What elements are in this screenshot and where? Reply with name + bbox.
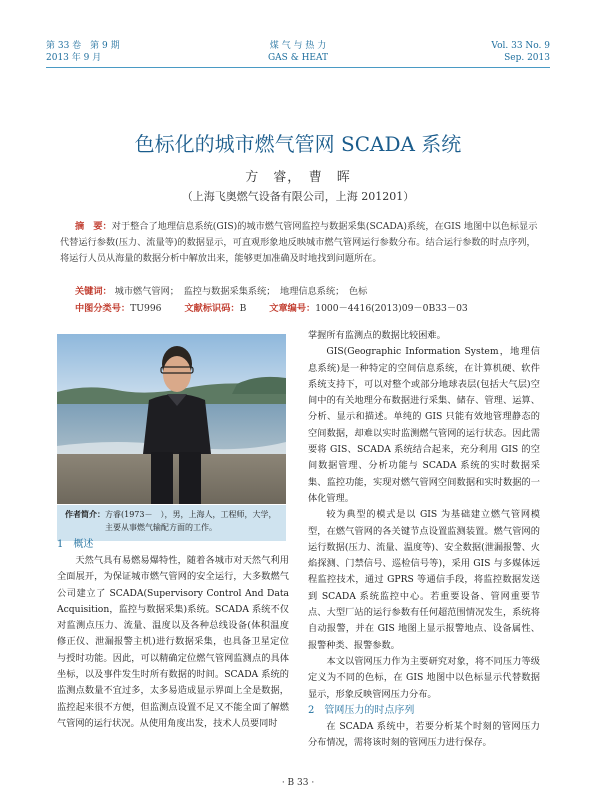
article-title: 色标化的城市燃气管网 SCADA 系统 [134, 132, 462, 156]
pressure-paragraph: 本文以管网压力作为主要研究对象，将不同压力等级定义为不同的色标，在 GIS 地图中以色标显示代替数据显示，形象反映管网压力分布。 [308, 655, 540, 700]
author-photo [57, 334, 286, 504]
author-bio-line1: 方睿(1973－ ），男，上海人，工程师，大学， [105, 510, 277, 519]
abstract [60, 219, 538, 267]
time-series-paragraph: 在 SCADA 系统中，若要分析某个时刻的管网压力分布情况，需将该时刻的管网压力进行保存。 [308, 720, 540, 749]
article-authors: 方 睿， 曹 晖 [245, 170, 351, 185]
author-bio-line2: 主要从事燃气输配方面的工作。 [105, 523, 217, 532]
article-number-value: 1000－4416(2013)09－0B33－03 [315, 303, 468, 314]
classification-line [75, 300, 468, 314]
abstract-text: 对于整合了地理信息系统(GIS)的城市燃气管网监控与数据采集(SCADA)系统，在GIS 地图中以色标显示代替运行参数(压力、流量等)的数据显示，可直观形象地反映城市燃气管网运行参数分布。结合运行参数的时点序列，将运行人员从海量的数据分析中解放出来，能够更加准确及时地找到问题所在。 [60, 221, 538, 264]
right-column [308, 328, 540, 751]
author-bio [57, 505, 286, 541]
header-divider [46, 67, 550, 68]
keywords-text: 城市燃气管网； 监控与数据采集系统； 地理信息系统； 色标 [114, 286, 368, 297]
section-heading-time-series: 2 管网压力的时点序列 [308, 704, 415, 716]
author-affiliation: （上海飞奥燃气设备有限公司，上海 201201） [181, 190, 415, 203]
author-bio-label: 作者简介： [65, 509, 105, 519]
doc-code-label: 文献标识码： [184, 303, 240, 314]
journal-volume-issue: 第 33 卷 第 9 期 2013 年 9 月 [46, 41, 120, 63]
doc-code-value: B [239, 303, 247, 314]
overview-paragraph: 天然气具有易燃易爆特性，随着各城市对天然气利用全面展开，为保证城市燃气管网的安全运行，大多数燃气公司建立了 SCADA(Supervisory Control And Data Acquisition，监控与数据采集)系统。SCADA 系统不仅对监测点压力、流量、温度以及各种总线设备(体积温度修正仪、泄漏报警主机)进行数据采集，也具备卫星定位与授时功能。因此，可以精确定位燃气管网监测点的具体坐标，以及事件发生时所有数据的时间。SCADA 系统的监测点数量不宜过多，太多易造成显示界面上全是数据，监控起来很不方便，但监测点设置不足又不能全面了解燃气管网的运行状况。从使用角度出发，技术人员要同时 [57, 555, 289, 729]
clc-label: 中图分类号： [75, 303, 131, 314]
continued-paragraph: 掌握所有监测点的数据比较困难。 [308, 330, 446, 341]
page-number: · B 33 · [281, 778, 315, 788]
left-column [57, 537, 289, 732]
gis-paragraph: GIS(Geographic Information System，地理信息系统)是一种特定的空间信息系统，在计算机硬、软件系统支持下，可以对整个或部分地球表层(包括大气层)空间中的有关地理分布数据进行采集、储存、管理、运算、分析、显示和描述。单纯的 GIS 只能有效地管理静态的空间数据，却难以实时监测燃气管网的运行状态。因此需要将 GIS、SCADA 系统结合起来，充分利用 GIS 的空间数据管理、分析功能与 SCADA 系统的实时数据采集、监控功能，实现对燃气管网空间数据和实时数据的一体化管理。 [308, 346, 540, 504]
journal-volume-issue-en: Vol. 33 No. 9 Sep. 2013 [491, 41, 550, 63]
abstract-label: 摘 要： [75, 221, 112, 232]
model-paragraph: 较为典型的模式是以 GIS 为基础建立燃气管网模型，在燃气管网的各关键节点设置监测装置。燃气管网的运行数据(压力、流量、温度等)、安全数据(泄漏报警、火焰探测、门禁信号、巡检信号等)，采用 GIS 与多媒体远程监控技术，通过 GPRS 等通信手段，将监控数据发送到 SCADA 系统监控中心。若重要设备、管网重要节点、大型厂站的运行参数有任何超范围情况发生，系统将自动报警，并在 GIS 地图上显示报警地点、设备属性、报警种类、报警参数。 [308, 509, 540, 651]
article-number-label: 文章编号： [269, 303, 316, 314]
clc-value: TU996 [130, 303, 162, 314]
section-heading-overview: 1 概述 [57, 539, 94, 550]
keywords-label: 关键词： [75, 286, 112, 297]
journal-name: 煤 气 与 热 力 GAS & HEAT [267, 41, 329, 63]
keywords [75, 283, 367, 297]
